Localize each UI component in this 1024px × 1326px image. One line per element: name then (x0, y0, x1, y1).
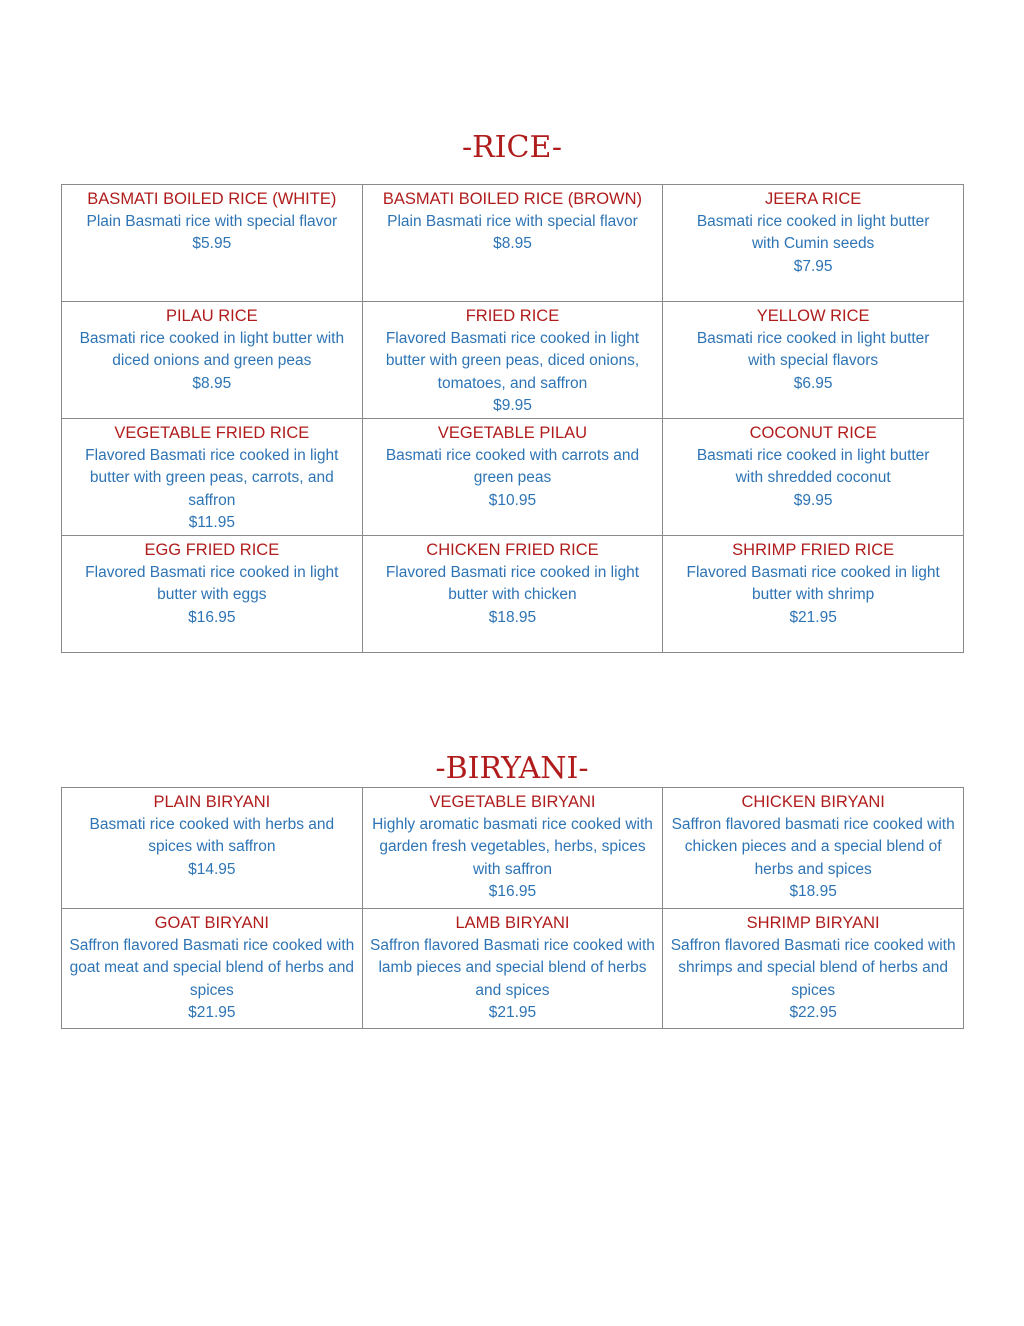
item-description: Plain Basmati rice with special flavor (86, 212, 338, 230)
item-name: COCONUT RICE (749, 424, 877, 442)
item-name: EGG FRIED RICE (144, 541, 280, 559)
biryani-menu-table (61, 787, 964, 1029)
table-row (62, 788, 964, 909)
menu-item (62, 302, 363, 419)
item-price: $22.95 (789, 1004, 837, 1021)
item-description: Basmati rice cooked in light butter with diced onions and green peas (79, 329, 345, 369)
menu-item (663, 536, 964, 653)
item-name: YELLOW RICE (756, 307, 870, 325)
table-row (62, 909, 964, 1029)
item-price: $8.95 (493, 235, 532, 252)
item-price: $18.95 (789, 883, 837, 900)
table-row (62, 302, 964, 419)
menu-item (663, 788, 964, 909)
menu-item (362, 185, 663, 302)
item-description: Basmati rice cooked in light butter with Cumin seeds (696, 212, 930, 252)
menu-item (362, 536, 663, 653)
item-price: $10.95 (488, 491, 537, 509)
item-name: PILAU RICE (165, 307, 258, 325)
menu-item (62, 909, 363, 1029)
menu-item (362, 419, 663, 536)
item-price: $7.95 (793, 257, 833, 275)
item-description: Saffron flavored Basmati rice cooked with shrimps and special blend of herbs and spices (670, 936, 956, 999)
menu-item (362, 302, 663, 419)
item-description: Saffron flavored Basmati rice cooked with goat meat and special blend of herbs and spices (69, 936, 355, 999)
item-name: GOAT BIRYANI (154, 914, 269, 932)
item-name: LAMB BIRYANI (455, 914, 570, 932)
table-row (62, 536, 964, 653)
item-description: Flavored Basmati rice cooked in light butter with green peas, carrots, and saffron (85, 446, 339, 509)
menu-item (62, 419, 363, 536)
item-price: $9.95 (793, 491, 833, 509)
item-price: $14.95 (188, 860, 236, 878)
menu-item (362, 788, 663, 909)
item-price: $21.95 (188, 1004, 236, 1021)
item-price: $21.95 (488, 1004, 537, 1021)
item-price: $5.95 (192, 235, 232, 252)
item-description: Flavored Basmati rice cooked in light butter with green peas, diced onions, tomatoes, and saffron (385, 329, 640, 392)
item-description: Flavored Basmati rice cooked in light butter with shrimp (686, 563, 940, 603)
item-name: SHRIMP FRIED RICE (732, 541, 895, 559)
menu-item (663, 185, 964, 302)
menu-item (663, 302, 964, 419)
item-price: $16.95 (188, 608, 236, 626)
item-description: Highly aromatic basmati rice cooked with garden fresh vegetables, herbs, spices with saffron (372, 815, 653, 878)
item-description: Saffron flavored Basmati rice cooked with lamb pieces and special blend of herbs and spices (370, 936, 655, 999)
item-description: Saffron flavored basmati rice cooked with chicken pieces and a special blend of herbs and spices (671, 815, 955, 878)
item-description: Basmati rice cooked in light butter with special flavors (696, 329, 930, 369)
item-description: Basmati rice cooked in light butter with shredded coconut (696, 446, 930, 486)
menu-item (62, 788, 363, 909)
item-description: Flavored Basmati rice cooked in light butter with chicken (385, 563, 640, 603)
item-name: VEGETABLE PILAU (437, 424, 588, 442)
item-name: PLAIN BIRYANI (153, 793, 271, 811)
menu-item (362, 909, 663, 1029)
item-name: FRIED RICE (465, 307, 560, 325)
item-name: SHRIMP BIRYANI (746, 914, 880, 932)
item-name: CHICKEN FRIED RICE (426, 541, 599, 559)
item-description: Basmati rice cooked with carrots and green peas (385, 446, 640, 486)
item-name: BASMATI BOILED RICE (WHITE) (87, 190, 337, 208)
item-description: Plain Basmati rice with special flavor (387, 212, 638, 230)
menu-item (62, 185, 363, 302)
menu-item (663, 909, 964, 1029)
item-name: BASMATI BOILED RICE (BROWN) (382, 190, 643, 208)
item-price: $18.95 (488, 608, 537, 626)
item-price: $11.95 (188, 514, 235, 531)
biryani-section-title: -BIRYANI- (435, 751, 589, 786)
item-name: VEGETABLE FRIED RICE (114, 424, 310, 442)
menu-item (663, 419, 964, 536)
item-price: $9.95 (493, 397, 532, 414)
item-price: $16.95 (488, 883, 537, 900)
item-description: Basmati rice cooked with herbs and spices with saffron (89, 815, 335, 855)
rice-section-title: -RICE- (461, 130, 563, 165)
item-price: $8.95 (192, 374, 232, 392)
item-name: VEGETABLE BIRYANI (429, 793, 596, 811)
item-description: Flavored Basmati rice cooked in light butter with eggs (85, 563, 339, 603)
item-name: CHICKEN BIRYANI (741, 793, 885, 811)
rice-menu-table (61, 184, 964, 653)
table-row (62, 185, 964, 302)
item-price: $6.95 (793, 374, 833, 392)
table-row (62, 419, 964, 536)
item-name: JEERA RICE (765, 190, 862, 208)
item-price: $21.95 (789, 608, 837, 626)
menu-item (62, 536, 363, 653)
